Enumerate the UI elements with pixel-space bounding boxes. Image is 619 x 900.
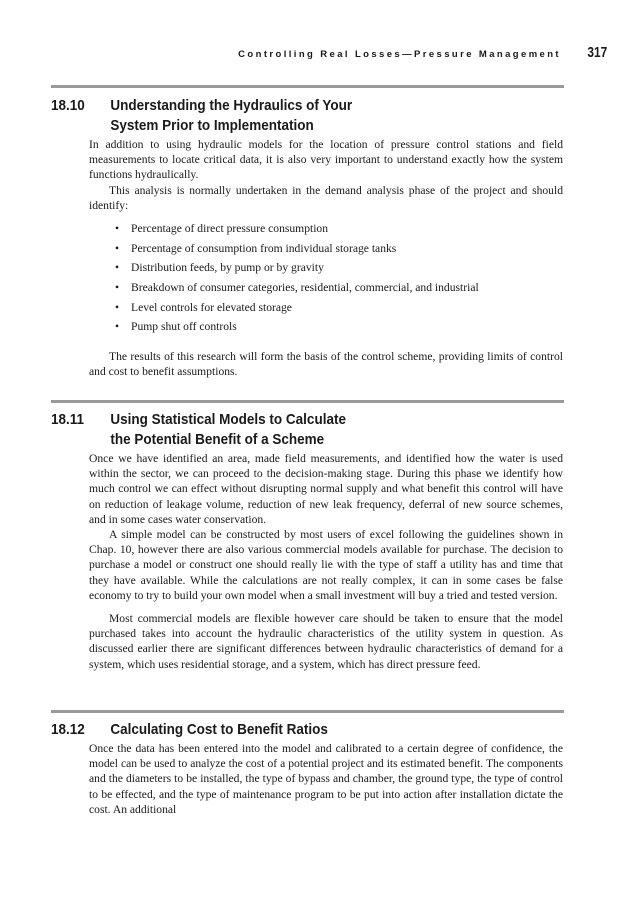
- running-head: [0, 47, 619, 65]
- section-rule: [51, 710, 564, 713]
- paragraph: In addition to using hydraulic models for the location of pressure control stations and field measurements to locate critical data, it is also very important to understand exactly how the system functions hydraulically.: [89, 138, 563, 182]
- list-item-text: Breakdown of consumer categories, residential, commercial, and industrial: [131, 281, 479, 295]
- section-heading-18-12: [51, 720, 328, 740]
- paragraph: A simple model can be constructed by most users of excel following the guidelines shown in Chap. 10, however there are also various commercial models available for purchase. The decision to purchase a model or construct one should really lie with the type of staff a utility has and time that they have available. While the calculations are not really complex, it can in some cases be false economy to try to build your own model when a small investment will buy a tried and tested version.: [89, 528, 563, 602]
- bullet-icon: •: [115, 320, 120, 334]
- list-item-text: Percentage of consumption from individual storage tanks: [131, 241, 397, 255]
- section-title-line1: Using Statistical Models to Calculate: [110, 411, 346, 428]
- section-rule: [51, 85, 564, 88]
- paragraph: The results of this research will form the basis of the control scheme, providing limits of control and cost to benefit assumptions.: [89, 350, 563, 379]
- section-number: 18.10: [51, 97, 85, 114]
- bullet-icon: •: [115, 222, 120, 235]
- list-item-text: Pump shut off controls: [131, 320, 237, 334]
- section-title-line2: System Prior to Implementation: [110, 117, 314, 134]
- bullet-icon: •: [115, 261, 120, 275]
- list-item-text: Percentage of direct pressure consumption: [131, 222, 329, 235]
- bullet-icon: •: [115, 281, 120, 295]
- section-number: 18.12: [51, 721, 85, 738]
- list-item-text: Distribution feeds, by pump or by gravity: [131, 261, 324, 275]
- section-title-line1: Understanding the Hydraulics of Your: [110, 97, 353, 114]
- paragraph: Once the data has been entered into the model and calibrated to a certain degree of confidence, the model can be used to analyze the cost of a potential project and its estimated benefit. The components and the diameters to be installed, the type of bypass and chamber, the ground type, the type of control to be effected, and the type of maintenance program to be put into action after installation dictate the cost. An additional: [89, 742, 563, 816]
- section-number: 18.11: [51, 411, 85, 428]
- section-rule: [51, 400, 564, 403]
- page-number: 317: [587, 45, 607, 61]
- bullet-icon: •: [115, 300, 120, 314]
- section-title-line2: the Potential Benefit of a Scheme: [110, 431, 325, 448]
- section-heading-18-11: [51, 410, 346, 450]
- bullet-icon: •: [115, 241, 120, 255]
- running-head-title: Controlling Real Losses—Pressure Management: [238, 49, 561, 60]
- section-title-line1: Calculating Cost to Benefit Ratios: [110, 721, 328, 738]
- section-heading-18-10: [51, 96, 352, 136]
- paragraph: This analysis is normally undertaken in the demand analysis phase of the project and should identify:: [89, 184, 563, 213]
- paragraph: Once we have identified an area, made field measurements, and identified how the water is used within the sector, we can proceed to the decision-making stage. During this phase we identify how much control we can effect without disrupting normal supply and what benefit this control will have on reduction of leakage volume, reduction of new leak frequency, deferral of new source schemes, and in some cases water conservation.: [89, 452, 563, 526]
- list-item-text: Level controls for elevated storage: [131, 300, 292, 314]
- paragraph: Most commercial models are flexible however care should be taken to ensure that the model purchased takes into account the hydraulic characteristics of the utility system in question. As discussed earlier there are significant differences between hydraulic characteristics of demand for a system, which uses residential storage, and a system, which has direct pressure feed.: [89, 612, 563, 671]
